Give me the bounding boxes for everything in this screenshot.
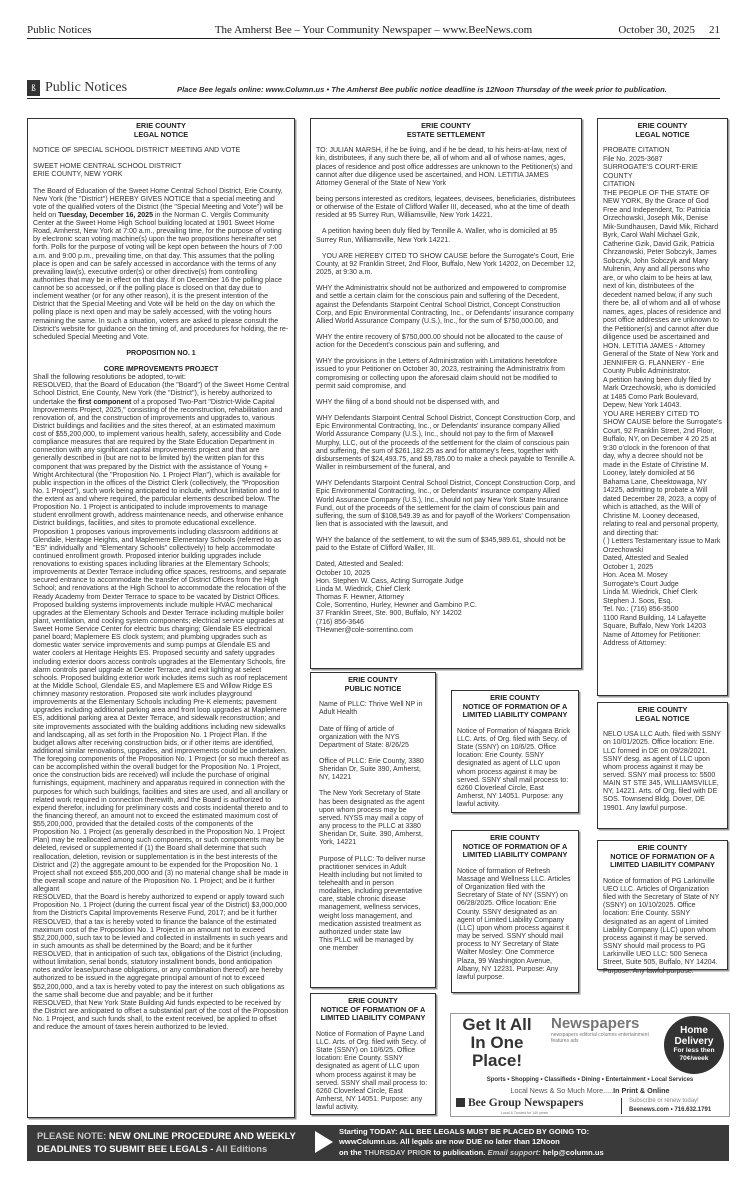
pllc-public-notice	[310, 672, 436, 988]
page-number: 21	[709, 24, 720, 36]
section-name: Public Notices	[27, 24, 92, 36]
notice-paragraph: Purpose of PLLC: To deliver nurse practitioner services in Adult Health including but not limited to telehealth and in person modalities, including preventative care, stable chronic disease management, wellness services, weight loss management, and medication assisted treatment as authorized under state law	[319, 855, 426, 936]
notice-paragraph: RESOLVED, that a tax is hereby voted to finance the balance of the estimated maximum cost of the Proposition No. 1 Project in an amount not to exceed $52,200,000, such tax to be levied and collected in installments in such years and in such amounts as shall be determined by the Board; and be it further	[33, 918, 288, 950]
notice-paragraph: WHY the entire recovery of $750,000.00 should not be allocated to the cause of action for the Decedent's conscious pain and suffering, and	[316, 334, 563, 350]
notice-paragraph: Shall the following resolutions be adopted, to-wit:	[33, 374, 186, 382]
notice-paragraph	[33, 188, 289, 342]
probate-citation-notice	[597, 118, 728, 696]
notice-county: ERIE COUNTY	[637, 705, 688, 714]
llc-notice-refresh-massage	[451, 830, 579, 993]
notice-line: A petition having been duly filed by Mark Orzechowski, who is domiciled at 1485 Como Park Boulevard, Depew, New York 14043.	[603, 376, 716, 410]
notice-county: ERIE COUNTY	[490, 693, 540, 702]
email-label: Email support:	[487, 1147, 541, 1157]
notice-body: Notice of formation of Refresh Massage and Wellness LLC. Articles of Organization filed with the Secretary of State of NY (SSNY) on 06/28/2025. Office location: Erie County. SSNY designated as an agent of Limited Liability Company (LLC) upon whom process against it may be served. SSNY should mail process to NY Secretary of State Walter Mosley: One Commerce Plaza, 99 Washington Avenue, Albany, NY 12231. Purpose: Any lawful purpose.	[457, 867, 571, 981]
notice-line: Surrogate's Court Judge	[603, 580, 679, 588]
notice-county: ERIE COUNTY	[136, 121, 186, 130]
notice-line: Tel. No.: (716) 856-3500	[603, 606, 679, 614]
home-delivery-badge	[664, 1016, 724, 1074]
newspaper-title: The Amherst Bee – Your Community Newspaper – www.BeeNews.com	[214, 24, 533, 36]
notice-line: Stephen J. Soos, Esq.	[603, 597, 673, 605]
notice-county: ERIE COUNTY	[637, 121, 688, 130]
notice-type: PUBLIC NOTICE	[344, 683, 402, 693]
project-heading: CORE IMPROVEMENTS PROJECT	[103, 366, 219, 374]
notice-paragraph: WHY Defendants Starpoint Central School District, Concept Construction Corp, and Epic Environmental Contracting, Inc., or Defendants' insurance company Allied World Assurance Company (U.S.), Inc., should not pay New York State Insurance Fund, out of the proceeds of the settlement for the claim of conscious pain and suffering, the sum of $108,549.39 as and for payoff of the Workers' Compensation lien that is associated with the lawsuit, and	[316, 480, 575, 528]
llc-notice-niagara-brick	[451, 690, 579, 813]
llc-notice-payne-land	[310, 993, 436, 1115]
notice-type: LEGAL NOTICE	[635, 713, 690, 723]
notice-paragraph: NOTICE OF SPECIAL SCHOOL DISTRICT MEETING AND VOTE	[33, 147, 241, 155]
text: in the Norman C. Vergils Community Center at the Sweet Home High School building located at 1901 Sweet Home Road, Amherst, New York at 7:00 a.m., prevailing time, for the purpose of voting by electronic scan voting machine(s) upon the two propositions hereinafter set forth. Polls for the purpose of voting will be kept open between the hours of 7:00 a.m. and 9:00 p.m., prevailing time, on that day. This assumes that the polling place is open and can be safely accessed in accordance with the terms of any prevailing law(s), executive order(s) or other directive(s) from controlling authorities that may be in effect on that day. If on December 16 the polling place cannot be so accessed, or if the polling place is closed on that day due to inclement weather (or for any other reason), it is the present intention of the District that the Special Meeting and Vote will be held on the day on which the polling place is next open and may be safely accessed, with the voting hours remaining the same. In such a situation, voters are asked to please consult the District's website for guidance on the timing of, and procedures for holding, the re-scheduled Special Meeting and Vote.	[33, 211, 289, 341]
ad-more-line	[451, 1086, 729, 1095]
notice-county: ERIE COUNTY	[490, 833, 540, 842]
llc-notice-pg-larkinville	[597, 840, 728, 975]
notice-body: Notice of Formation of Payne Land LLC. Arts. of Org. filed with Secy. of State (SSNY) on 10/6/25. Office location: Erie County. SSNY designated as agent of LLC upon whom process against it may be served. SSNY shall mail process to: 6260 Cloverleaf Circle, East Amherst, NY 14051. Purpose: any lawful activity.	[316, 1030, 428, 1112]
footer-line[interactable]: wwwColumn.us. All legals are now DUE no later than 12Noon	[339, 1137, 560, 1147]
notice-paragraph: WHY the Administratrix should not be authorized and empowered to compromise and settle a certain claim for the conscious pain and suffering of the Decedent, against the Defendants Starpoint Central School District, Concept Construction Corp, and Epic Environmental Contracting, Inc., or Defendants' insurance company Allied World Assurance Company (U.S.), Inc., for the sum of $750,000.00, and	[316, 285, 574, 325]
note-editions: All Editions	[215, 1142, 268, 1154]
page-header	[27, 22, 720, 39]
bee-logo-icon: ß	[27, 80, 40, 96]
text: RESOLVED, that the Board of Education (the "Board") of the Sweet Home Central School District, Erie County, New York (the "District"), is hereby authorized to undertake the	[33, 382, 289, 406]
notice-line: Dated, Attested and Sealed	[603, 555, 689, 563]
bee-newspapers-ad[interactable]	[450, 1013, 730, 1117]
estate-settlement-notice	[310, 118, 582, 669]
notice-paragraph: WHY Defendants Starpoint Central School District, Concept Construction Corp, and Epic Environmental Contracting, Inc., or Defendants' insurance company Allied World Assurance Company (U.S.), Inc., should not pay to the firm of Maxwell Murphy, LLC, out of the proceeds of the settlement for the claim of conscious pain and suffering, the sum of $261,182.25 as and for attorney's fees, together with disbursements of $24,493.75, and $9,785.00 to make a check payable to Tennille A. Waller in reimbursement of the funeral, and	[316, 415, 576, 472]
notice-line: 37 Franklin Street, Ste. 900, Buffalo, NY 14202	[316, 610, 462, 618]
notice-paragraph	[33, 382, 289, 894]
notice-line: Cole, Sorrentino, Hurley, Hewner and Gambino P.C.	[316, 602, 477, 610]
text: Bee Group Newspapers	[468, 1097, 584, 1109]
footer-line: Starting TODAY: ALL BEE LEGALS MUST BE PLACED BY GOING TO:	[339, 1127, 590, 1136]
notice-paragraph: TO: JULIAN MARSH, if he be living, and if he be dead, to his heirs-at-law, next of kin, distributees, if any such there be, all of whom and all of whose names, ages, places of residence and post office addresses are unknown to the Petitioner(s) and cannot after due diligence used be ascertained, and HON. LETITIA JAMES Attorney General of the State of New York	[316, 147, 573, 187]
cloud-main-word: Newspapers	[551, 1016, 640, 1032]
text: on the	[339, 1147, 364, 1157]
home-delivery-title: Home Delivery	[674, 1025, 714, 1047]
notice-type: NOTICE OF FORMATION OF A LIMITED LIABILITY COMPANY	[462, 701, 568, 720]
notice-line: Dated, Attested and Sealed:	[316, 561, 404, 569]
notice-paragraph: Name of PLLC: Thrive Well NP in Adult Health	[319, 701, 423, 717]
notice-county: ERIE COUNTY	[637, 843, 688, 852]
notice-line: PROBATE CITATION	[603, 147, 670, 155]
notice-line: Address of Attorney:	[603, 640, 667, 648]
text: to publication.	[431, 1147, 488, 1157]
text: The Board of Education of the Sweet Home Central School District, Erie County, New York (the "District") HEREBY GIVES NOTICE that a special meeting and vote of the qualified voters of the District (the "Special Meeting and Vote") will be held on	[33, 187, 284, 219]
banner-title: Public Notices	[45, 80, 128, 95]
notice-type: NOTICE OF FORMATION OF A LIMITED LIABILITY COMPANY	[320, 1004, 426, 1023]
notice-paragraph: RESOLVED, that New York State Building Aid funds expected to be received by the District are anticipated to offset a substantial part of the cost of the Proposition No. 1 Project, and such funds shall, to the extent received, be applied to offset and reduce the amount of taxes herein authorized to be levied.	[33, 999, 289, 1032]
support-email-link[interactable]: help@column.us	[540, 1147, 604, 1157]
notice-line: YOU ARE HEREBY CITED TO SHOW CAUSE before the Surrogate's Court, 92 Franklin Street, 2nd Floor, Buffalo, NY, on December 4 20 25 at 9:30 o'clock in the forenoon of that day, why a decree should not be made in the Estate of Christine M. Looney, lately domiciled at 56 Bahama Lane, Cheektowaga, NY 14225, admitting to probate a Will dated December 28, 2023, a copy of which is attached, as the Will of Christine M. Looney deceased, relating to real and personal property, and directing that:	[603, 410, 722, 537]
notice-line: THewner@cole-sorrentino.com	[316, 626, 413, 634]
public-notices-banner	[27, 80, 720, 99]
notice-line: CITATION	[603, 181, 635, 189]
notice-county: ERIE COUNTY	[348, 675, 398, 684]
notice-line: Linda M. Wiedrick, Chief Clerk	[603, 589, 698, 597]
notice-line: Linda M. Wiedrick, Chief Clerk	[316, 585, 411, 593]
note-label: PLEASE NOTE:	[37, 1130, 109, 1141]
notice-body: Notice of formation of PG Larkinville UEO LLC. Articles of Organization filed with the Secretary of State of NY (SSNY) on 10/10/2025. Office location: Erie County. SSNY designated as an agent of Limited Liability Company (LLC) upon whom process against it may be served. SSNY should mail process to PG Larkinville UEO LLC: 500 Seneca Street, Suite 505, Buffalo, NY 14204. Purpose: Any lawful purpose.	[603, 877, 720, 975]
notice-paragraph: Date of filing of article of organization with the NYS Department of State: 8/26/25	[319, 725, 409, 749]
cloud-words: newspapers editorial columns entertainment features ads	[551, 1032, 649, 1044]
bold-text: first component	[78, 398, 132, 406]
brand-tagline: Local & Trusted for 140 years	[501, 1111, 548, 1115]
notice-paragraph: This PLLC will be managed by one member	[319, 937, 414, 953]
notice-line: Name of Attorney for Petitioner:	[603, 631, 701, 639]
notice-body	[603, 147, 722, 649]
subscribe-text: Subscribe or renew today!	[629, 1098, 699, 1104]
notice-line: ( ) Letters Testamentary issue to Mark Orzechowski	[603, 538, 721, 554]
notice-paragraph: RESOLVED, that the Board is hereby authorized to expend or apply toward such Proposition No. 1 Project (during the current fiscal year of the District) $3,000,000 from the District's Capital Improvements Reserve Fund, 2017; and be it further	[33, 894, 287, 918]
home-delivery-price: For less then 70¢/week	[673, 1047, 715, 1062]
banner-tagline: Place Bee legals online: www.Column.us • The Amherst Bee public notice deadline is 12Noon Thursday of the week prior to publication.	[177, 85, 667, 94]
notice-paragraph: YOU ARE HEREBY CITED TO SHOW CAUSE before the Surrogate's Court, Erie County, at 92 Franklin Street, 2nd Floor, Buffalo, New York 14202, on December 12, 2025, at 9:30 a.m.	[316, 252, 576, 277]
word-cloud-image	[551, 1016, 651, 1071]
signature-block	[316, 561, 576, 634]
bee-logo-icon	[456, 1098, 465, 1107]
legal-notice-school-vote	[27, 118, 295, 1118]
notice-paragraph: WHY the filing of a bond should not be dispensed with, and	[316, 398, 500, 406]
note-text: NEW ONLINE PROCEDURE AND WEEKLY DEADLINES TO SUBMIT BEE LEGALS -	[37, 1130, 296, 1154]
notice-line: File No. 2025-3687	[603, 155, 663, 163]
notice-body: NELO USA LLC Auth. filed with SSNY on 10/01/2025. Office location: Erie. LLC formed in DE on 09/28/2021. SSNY desg. as agent of LLC upon whom process against it may be served. SSNY mail process to: 5500 MAIN ST STE 345, WILLIAMSVILLE, NY, 14221. Arts. of Org. filed with DE SOS. Townsend Bldg. Dover, DE 19901. Any lawful purpose.	[603, 731, 721, 812]
bold-text: In Print & Online	[613, 1086, 670, 1095]
notice-county: ERIE COUNTY	[348, 996, 398, 1005]
notice-line: (716) 856-3646	[316, 618, 364, 626]
notice-type: NOTICE OF FORMATION OF A LIMITED LIABILITY COMPANY	[610, 851, 715, 870]
notice-body: Notice of Formation of Niagara Brick LLC. Arts. of Org. filed with Secy. of State (SSNY) on 10/6/25. Office location: Erie County. SSNY designated as agent of LLC upon whom process against it may be served. SSNY shall mail process to: 6260 Cloverleaf Circle, East Amherst, NY 14051. Purpose: any lawful activity.	[457, 727, 570, 809]
legals-deadline-footer	[27, 1125, 729, 1161]
notice-line: SURROGATE'S COURT-ERIE COUNTY	[603, 164, 698, 180]
contact-link[interactable]: Beenews.com • 716.632.1791	[629, 1107, 712, 1113]
text: Local News & So Much More.....	[510, 1086, 614, 1095]
text: of a proposed Two-Part "District-Wide Capital Improvements Project, 2025," consisting of the reconstruction, rehabilitation and renovation of, and the construction of improvements and upgrades to, various District buildings and facilities and the sites thereof, at an estimated maximum cost of $55,200,000, to implement various health, safety, accessibility and Code compliance measures that are required by the State Education Department in connection with any significant capital improvements project and that are generally described in (but are not to be limited by) the written plan for this component that was prepared by the District with the assistance of Young + Wright Architectural (the "Proposition No. 1 Project Plan"), which is available for public inspection in the offices of the District Clerk (collectively, the "Proposition No. 1 Project"), such work being anticipated to include, without limitation and to the extent as and where required, the particular elements described below. The Proposition No. 1 Project is anticipated to include improvements to manage student enrollment growth, address maintenance needs, and otherwise enhance District buildings, facilities, and sites to promote educational excellence. Proposition 1 proposes various improvements including classroom additions at Glendale, Heritage Heights, and Maplemere Elementary Schools (referred to as "ES" individually and "Elementary Schools" collectively) to help accommodate continued enrollment growth. Proposed interior building upgrades include renovations to existing spaces including libraries at the Elementary Schools; improvements at Dexter Terrace including office spaces, restrooms, and separate secured entrance to accommodate the transfer of District Offices from the High School; and renovations at the High School to accommodate the relocation of the Ready Academy from Dexter Terrace to space to be vacated by District Offices. Proposed building systems improvements include multiple HVAC mechanical upgrades at the Elementary Schools and Dexter Terrace including multiple boiler plant, ventilation, and cooling system components; electrical service upgrades at Sweet Home Service Center for electric bus charging; Glendale ES electrical panel board; Maplemere ES clock system; and plumbing upgrades such as domestic water service improvements and sump pumps at Glendale ES and water coolers at Heritage Heights ES. Proposed security and safety upgrades including exterior doors access controls upgrades at the Elementary Schools, fire alarm controls panel upgrade at Dexter Terrace, and exit lighting at select schools. Proposed building exterior work includes items such as roof replacement at the Middle School, Glendale ES, and Maplemere ES and Willow Ridge ES chimney masonry restoration. Proposed site work includes playground improvements at the Elementary Schools including Pre-K elements; pavement upgrades including additional parking area and front loop upgrades at Maplemere ES, additional parking area at Dexter Terrace, and sidewalk reconstruction; and site improvements associated with the building additions including new sidewalks and landscaping, all as set forth in the Proposition No. 1 Project Plan. If the budget allows after receiving construction bids, or if other items are identified, additional similar renovations, upgrades, and improvements could be undertaken. The foregoing components of the Proposition No. 1 Project (or so much thereof as can be accomplished within the overall budget for the Proposition No. 1 Project, once the construction bids are received) will include the purchase of original furnishings, equipment, machinery and apparatus required in connection with the purposes for which such buildings, facilities and sites are used, and all ancillary or related work required in connection therewith, and the Board is authorized to expend therefor, including for preliminary costs and costs incidental thereto and to the financing thereof, an amount not to exceed the estimated maximum cost of $55,200,000, provided that the detailed costs of the components of the Proposition No. 1 Project (as generally described in the Proposition No. 1 Project Plan) may be reallocated among such components, or such components may be deleted, revised or supplemented if (1) the Board shall determine that such reallocation, deletion, revision or supplementation is in the best interests of the District and (2) the aggregate amount to be expended for the Proposition No. 1 Project shall not exceed $55,200,000 and (3) no material change shall be made in the overall scope and nature of the Proposition No. 1 Project; and be it further allegiant	[33, 398, 289, 894]
notice-paragraph: WHY the balance of the settlement, to wit the sum of $345,989.61, should not be paid to the Estate of Clifford Waller, III.	[316, 537, 566, 553]
issue-date: October 30, 2025	[618, 24, 695, 36]
notice-type: NOTICE OF FORMATION OF A LIMITED LIABILITY COMPANY	[462, 841, 568, 860]
notice-line: THE PEOPLE OF THE STATE OF NEW YORK, By the Grace of God Free and Independent, To: Patricia Orzechowski, Joseph Mik, Denise Mik-Sundhausen, David Mik, Richard Byrk, Carol Wahl Michael Gzik, Catherine Gzik, David Gzik, Patricia Chrzanowski, Peter Sobczyk, James Sobczyk, John Sobczyk and Mary Mulrenin, Any and all persons who are, or who claim to be heirs at law, next of kin, distributees of the decedent named below, if any such there be, all of whom and all of whose names, ages, places of residence and post office addresses are unknown to the Petitioner(s) and cannot after due diligence used be ascertained and HON. LETITIA JAMES - Attorney General of the State of New York and JENNIFER G. FLANNERY - Erie County Public Administrator.	[603, 189, 721, 376]
notice-county: ERIE COUNTY	[421, 121, 471, 130]
llc-notice-nelo-usa	[597, 702, 728, 829]
notice-paragraph: RESOLVED, that in anticipation of such tax, obligations of the District (including, without limitation, serial bonds, statutory installment bonds, bond anticipation notes and/or lease/purchase obligations, or any combination thereof) are hereby authorized to be issued in the aggregate principal amount of not to exceed $52,200,000, and a tax is hereby voted to pay the interest on such obligations as the same shall become due and payable; and be it further	[33, 951, 285, 999]
deadline-day: THURSDAY PRIOR	[363, 1147, 432, 1157]
notice-paragraph: being persons interested as creditors, legatees, devisees, beneficiaries, distributees or otherwise of the Estate of Clifford Waller III, deceased, who at the time of death resided at 95 Surrey Run, Williamsville, New York 14221.	[316, 195, 576, 220]
notice-line: October 1, 2025	[603, 563, 654, 571]
notice-type: LEGAL NOTICE	[133, 129, 189, 139]
district-location: ERIE COUNTY, NEW YORK	[33, 171, 123, 179]
notice-line: Hon. Stephen W. Cass, Acting Surrogate Judge	[316, 577, 464, 585]
notice-line: Hon. Acea M. Mosey	[603, 572, 668, 580]
ad-categories: Sports • Shopping • Classifieds • Dining • Entertainment • Local Services	[486, 1077, 694, 1083]
notice-line: Thomas F. Hewner, Attorney	[316, 594, 404, 602]
notice-line: 1100 Rand Building, 14 Lafayette Square, Buffalo, New York 14203	[603, 614, 707, 631]
divider	[621, 1098, 622, 1114]
notice-paragraph: Office of PLLC: Erie County, 3380 Sheridan Dr, Suite 390, Amherst, NY, 14221	[319, 757, 424, 782]
ad-headline: Get It All In One Place!	[462, 1015, 532, 1070]
district-name: SWEET HOME CENTRAL SCHOOL DISTRICT	[33, 163, 182, 171]
arrow-right-icon	[315, 1131, 333, 1153]
proposition-heading: PROPOSITION NO. 1	[126, 349, 196, 357]
notice-type: LEGAL NOTICE	[635, 129, 690, 139]
notice-paragraph: WHY the provisions in the Letters of Administration with Limitations heretofore issued to your Petitioner on October 30, 2023, restraining the Administratrix from compromising or collecting upon the aforesaid claim should not be modified to permit said compromise, and	[316, 358, 566, 390]
notice-paragraph: A petition having been duly filed by Tennille A. Waller, who is domiciled at 95 Surrey Run, Williamsville, New York 14221.	[316, 228, 558, 244]
vote-date: Tuesday, December 16, 2025	[58, 211, 154, 219]
brand-name	[456, 1097, 583, 1109]
notice-paragraph: The New York Secretary of State has been designated as the agent upon whom process may be served. NYSS may mail a copy of any process to the PLLC at 3380 Sheridan Dr, Suite. 390, Amherst, York, 14221	[319, 790, 425, 847]
notice-line: October 10, 2025	[316, 569, 371, 577]
notice-type: ESTATE SETTLEMENT	[406, 129, 486, 139]
